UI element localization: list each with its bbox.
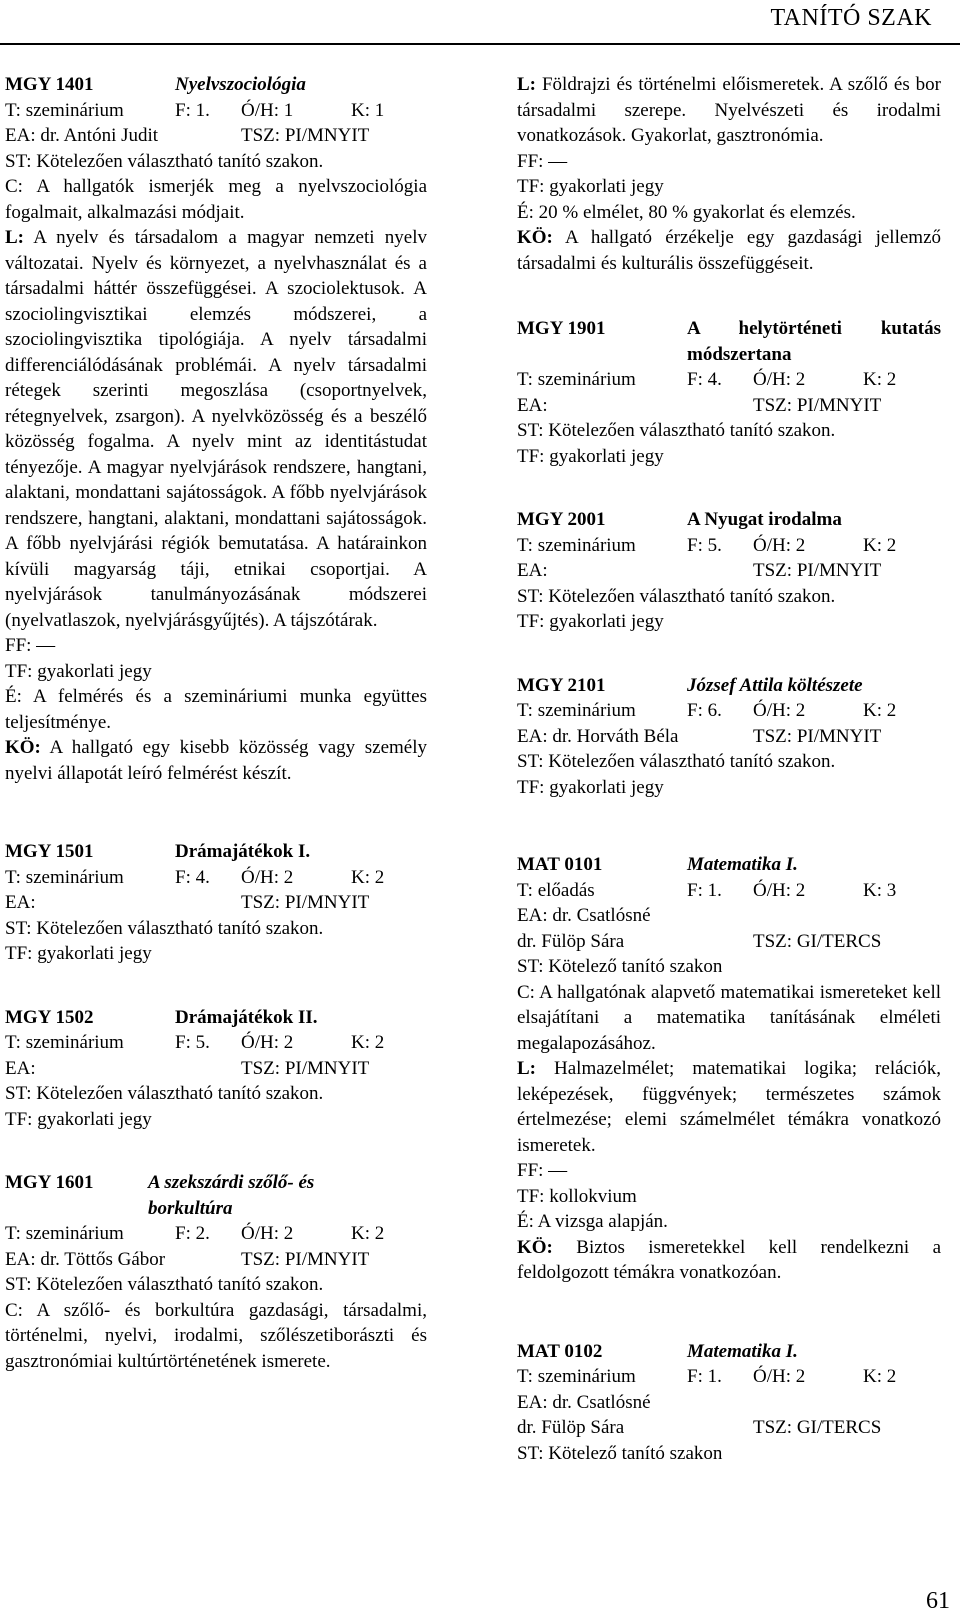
course-code: MGY 2001 xyxy=(517,509,606,530)
course-code: MGY 1901 xyxy=(517,318,606,339)
course-code: MGY 1502 xyxy=(5,1006,94,1028)
course-content: L: A nyelv és társadalom a magyar nemzeti nyelv változatai. Nyelv és környezet, a nyelvhasználat és a társadalmi háttér összefüggései. A szociolektusok. A szociolingvisztikai elemzés módszerei, a szociolingvisztika tipológiája. A nyelv társadalmi differenciálódásának problémái. A nyelv társadalmi rétegek szerinti megoszlása (csoportnyelvek, rétegnyelvek, zsargon). A nyelvközösség és a beszélő közösség fogalma. A nyelv mint az identitástudat tényezője. A magyar nyelvjárások rendszere, hangtani, alaktani, mondattani sajátosságok. A főbb nyelvjárások rendszere, hangtani, alaktani, mondattani sajátosságok. A főbb nyelvjárási régiók bemutatása. A határainkon kívüli magyarság táji, etnikai csoportjai. A nyelvjárások tanulmányozásának módszerei (nyelvatlaszok, nyelvjárásgyűjtés). A tájszótárak. xyxy=(5,227,427,631)
course-lecturer-row: EA: dr. Antóni Judit TSZ: PI/MNYIT xyxy=(5,125,370,146)
course-meta-row: T: szeminárium F: 1. Ó/H: 2 K: 2 xyxy=(517,1366,897,1387)
course-meta-row: T: szeminárium F: 6. Ó/H: 2 K: 2 xyxy=(517,700,897,721)
course-lecturer-row: EA: dr. Csatlósné xyxy=(517,1391,651,1413)
header-rule xyxy=(0,43,960,45)
running-header: TANÍTÓ SZAK xyxy=(770,5,932,31)
course-requirements: KÖ: A hallgató egy kisebb közösség vagy személy nyelvi állapotát leíró felmérést készít. xyxy=(5,737,428,784)
course-lecturer-row-2: dr. Fülöp Sára TSZ: GI/TERCS xyxy=(517,1417,882,1438)
course-mgy-2001 xyxy=(517,507,941,635)
course-exam-type: TF: gyakorlati jegy xyxy=(517,611,664,632)
course-meta-row: T: szeminárium F: 4. Ó/H: 2 K: 2 xyxy=(517,369,897,390)
course-exam-type: TF: kollokvium xyxy=(517,1185,637,1207)
course-status: ST: Kötelezően választható tanító szakon. xyxy=(517,585,836,607)
course-goal: C: A szőlő- és borkultúra gazdasági, társadalmi, történelmi, nyelvi, irodalmi, szőlészetiborászti és gasztronómiai kultúrtörténetének ismerete. xyxy=(5,1299,427,1372)
course-title-cont: módszertana xyxy=(687,343,792,365)
course-exam-type: TF: gyakorlati jegy xyxy=(5,1108,152,1130)
course-mgy-1601 xyxy=(5,1170,427,1374)
course-code: MAT 0101 xyxy=(517,854,603,875)
course-lecturer-row: EA: dr. Töttős Gábor TSZ: PI/MNYIT xyxy=(5,1248,370,1270)
course-content: L: Földrajzi és történelmi előismeretek. A szőlő és bor társadalmi szerepe. Nyelvészeti és irodalmi vonatkozások. Gyakorlat, gasztronómia. xyxy=(517,74,942,146)
course-mat-0102 xyxy=(517,1339,941,1467)
course-mat-0101 xyxy=(517,852,941,1286)
course-mgy-2101 xyxy=(517,673,941,801)
course-status: ST: Kötelezően választható tanító szakon. xyxy=(5,1083,324,1104)
course-meta-row: T: szeminárium F: 5. Ó/H: 2 K: 2 xyxy=(5,1032,385,1053)
course-mgy-1601-continued xyxy=(517,72,941,276)
course-lecturer-row-2: dr. Fülöp Sára TSZ: GI/TERCS xyxy=(517,930,882,952)
course-exam-type: TF: gyakorlati jegy xyxy=(517,445,664,467)
course-lecturer-row: EA: dr. Csatlósné xyxy=(517,905,651,926)
course-status: ST: Kötelezően választható tanító szakon. xyxy=(517,751,836,772)
right-column xyxy=(517,72,941,1466)
course-title-cont: borkultúra xyxy=(148,1197,233,1219)
course-prerequisite: FF: — xyxy=(517,1160,568,1181)
course-meta-row: T: előadás F: 1. Ó/H: 2 K: 3 xyxy=(517,879,897,901)
page-number: 61 xyxy=(926,1588,950,1614)
course-title: Matematika I. xyxy=(687,854,798,875)
course-evaluation: É: 20 % elmélet, 80 % gyakorlat és elemzés. xyxy=(517,201,856,223)
course-goal: C: A hallgatók ismerjék meg a nyelvszociológia fogalmait, alkalmazási módjait. xyxy=(5,176,428,223)
course-status: ST: Kötelezően választható tanító szakon. xyxy=(5,1274,324,1295)
course-requirements: KÖ: A hallgató érzékelje egy gazdasági jellemző társadalmi és kulturális összefüggéseit. xyxy=(517,227,942,274)
course-status: ST: Kötelezően választható tanító szakon. xyxy=(5,917,324,939)
course-mgy-1502 xyxy=(5,1005,427,1133)
course-title: A Nyugat irodalma xyxy=(687,509,842,530)
course-lecturer-row: EA: dr. Horváth Béla TSZ: PI/MNYIT xyxy=(517,725,882,747)
course-lecturer-row: EA: TSZ: PI/MNYIT xyxy=(5,1057,370,1079)
course-exam-type: TF: gyakorlati jegy xyxy=(517,776,664,798)
course-lecturer-row: EA: TSZ: PI/MNYIT xyxy=(5,892,370,913)
course-title: A helytörténeti kutatás xyxy=(687,318,941,339)
course-mgy-1401 xyxy=(5,72,427,786)
course-prerequisite: FF: — xyxy=(5,635,56,656)
course-exam-type: TF: gyakorlati jegy xyxy=(5,943,152,964)
course-content: L: Halmazelmélet; matematikai logika; relációk, leképezések, függvények; természetes számok értelmezése; elemi számelmélet témákra vonatkozó ismeretek. xyxy=(517,1058,941,1156)
course-title: Matematika I. xyxy=(687,1340,798,1362)
course-mgy-1901 xyxy=(517,316,941,469)
course-exam-type: TF: gyakorlati jegy xyxy=(517,176,664,197)
course-lecturer-row: EA: TSZ: PI/MNYIT xyxy=(517,560,882,581)
course-requirements: KÖ: Biztos ismeretekkel kell rendelkezni a feldolgozott témákra vonatkozóan. xyxy=(517,1236,941,1283)
course-status: ST: Kötelező tanító szakon xyxy=(517,1442,723,1464)
course-evaluation: É: A vizsga alapján. xyxy=(517,1211,668,1232)
course-title: Drámajátékok II. xyxy=(175,1006,318,1028)
course-title: A szekszárdi szőlő- és xyxy=(148,1172,315,1193)
course-evaluation: É: A felmérés és a szemináriumi munka együttes teljesítménye. xyxy=(5,686,427,733)
course-status: ST: Kötelezően választható tanító szakon. xyxy=(5,150,324,172)
course-exam-type: TF: gyakorlati jegy xyxy=(5,660,152,682)
course-meta-row: T: szeminárium F: 2. Ó/H: 2 K: 2 xyxy=(5,1223,385,1244)
course-meta-row: T: szeminárium F: 1. Ó/H: 1 K: 1 xyxy=(5,99,385,121)
course-status: ST: Kötelező tanító szakon xyxy=(517,956,723,977)
course-meta-row: T: szeminárium F: 4. Ó/H: 2 K: 2 xyxy=(5,866,385,888)
course-goal: C: A hallgatónak alapvető matematikai ismereteket kell elsajátítani a matematika tanításának elméleti megalapozásához. xyxy=(517,981,941,1054)
course-title: Nyelvszociológia xyxy=(175,74,306,95)
course-code: MGY 1401 xyxy=(5,74,94,95)
course-title: Drámajátékok I. xyxy=(175,841,311,862)
left-column xyxy=(5,72,427,1374)
course-status: ST: Kötelezően választható tanító szakon. xyxy=(517,420,836,441)
course-lecturer-row: EA: TSZ: PI/MNYIT xyxy=(517,394,882,416)
course-mgy-1501 xyxy=(5,839,427,967)
course-prerequisite: FF: — xyxy=(517,150,568,172)
course-meta-row: T: szeminárium F: 5. Ó/H: 2 K: 2 xyxy=(517,534,897,556)
course-code: MAT 0102 xyxy=(517,1340,603,1362)
course-code: MGY 1501 xyxy=(5,841,94,862)
course-code: MGY 1601 xyxy=(5,1172,94,1193)
course-title: József Attila költészete xyxy=(687,674,863,696)
course-code: MGY 2101 xyxy=(517,674,606,696)
